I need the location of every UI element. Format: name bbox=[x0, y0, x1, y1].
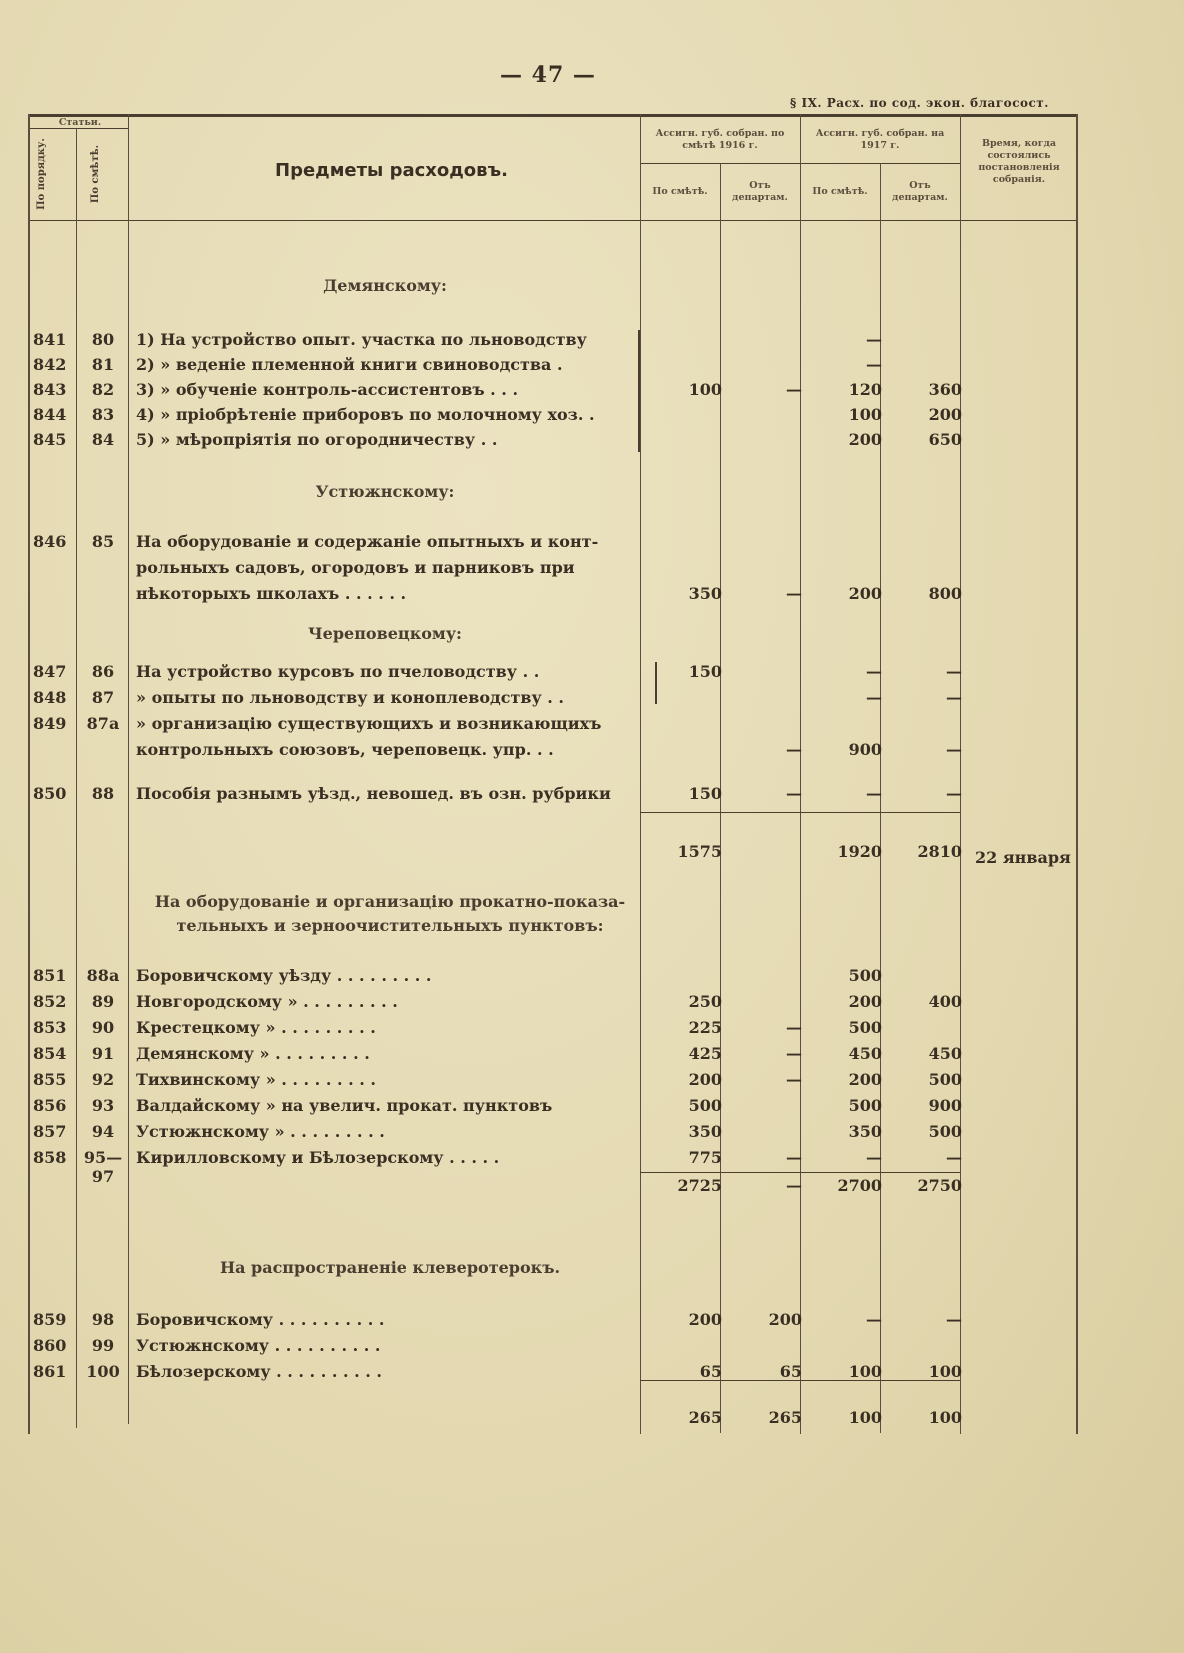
row-description: Новгородскому » . . . . . . . . . bbox=[136, 992, 398, 1011]
table-row bbox=[0, 1362, 1184, 1388]
table-row bbox=[0, 558, 1184, 584]
value-1917-estimate: 120 bbox=[848, 380, 882, 399]
table-row bbox=[0, 688, 1184, 714]
value-1917-department: — bbox=[946, 662, 962, 681]
value-1917-estimate: — bbox=[866, 662, 882, 681]
assign-1916-header: Ассигн. губ. собран. по смѣтѣ 1916 г. bbox=[655, 128, 785, 151]
row-description: Крестецкому » . . . . . . . . . bbox=[136, 1018, 376, 1037]
row-number: 851 bbox=[33, 966, 67, 985]
row-number: 846 bbox=[33, 532, 67, 551]
value-1916-estimate: 150 bbox=[688, 662, 722, 681]
value-1917-estimate: 200 bbox=[848, 430, 882, 449]
value-1916-estimate: 250 bbox=[688, 992, 722, 1011]
page-number: — 47 — bbox=[500, 62, 596, 88]
total-1-v1: 1575 bbox=[677, 842, 722, 861]
from-dept-1917-header: Отъ департам. bbox=[892, 180, 948, 203]
by-order-header: По порядку. bbox=[36, 138, 47, 210]
row-number: 859 bbox=[33, 1310, 67, 1329]
value-1916-department: — bbox=[786, 1044, 802, 1063]
article-number: 98 bbox=[91, 1310, 115, 1329]
table-row bbox=[0, 1096, 1184, 1122]
value-1916-estimate: 425 bbox=[688, 1044, 722, 1063]
resolution-date: 22 января bbox=[975, 848, 1071, 867]
value-1917-estimate: 200 bbox=[848, 1070, 882, 1089]
article-number: 100 bbox=[86, 1362, 120, 1381]
article-number: 90 bbox=[91, 1018, 115, 1037]
article-number: 80 bbox=[91, 330, 115, 349]
value-1917-estimate: 500 bbox=[848, 1018, 882, 1037]
table-row bbox=[0, 992, 1184, 1018]
row-number: 844 bbox=[33, 405, 67, 424]
value-1917-estimate: — bbox=[866, 355, 882, 374]
row-description: Кирилловскому и Бѣлозерскому . . . . . bbox=[136, 1148, 500, 1167]
row-number: 849 bbox=[33, 714, 67, 733]
table-row bbox=[0, 1310, 1184, 1336]
row-description: 5) » мѣропріятія по огородничеству . . bbox=[136, 430, 498, 449]
table-row bbox=[0, 1336, 1184, 1362]
article-number: 99 bbox=[91, 1336, 115, 1355]
value-1917-estimate: 200 bbox=[848, 992, 882, 1011]
section-heading-rental-line2: тельныхъ и зерноочистительныхъ пунктовъ: bbox=[176, 916, 604, 935]
value-1916-estimate: 225 bbox=[688, 1018, 722, 1037]
total-2-v4: 2750 bbox=[917, 1176, 962, 1195]
row-description: рольныхъ садовъ, огородовъ и парниковъ при bbox=[136, 558, 575, 577]
value-1917-estimate: 500 bbox=[848, 966, 882, 985]
row-number: 860 bbox=[33, 1336, 67, 1355]
left-border bbox=[28, 114, 30, 1434]
table-row bbox=[0, 1018, 1184, 1044]
value-1917-estimate: 450 bbox=[848, 1044, 882, 1063]
value-1916-estimate: 200 bbox=[688, 1070, 722, 1089]
article-number: 88а bbox=[86, 966, 120, 985]
value-1917-estimate: — bbox=[866, 330, 882, 349]
when-header: Время, когда состоялись постановленія собранія. bbox=[978, 138, 1060, 185]
table-row bbox=[0, 380, 1184, 406]
value-1917-department: — bbox=[946, 1310, 962, 1329]
row-description: Бѣлозерскому . . . . . . . . . . bbox=[136, 1362, 382, 1381]
article-number: 83 bbox=[91, 405, 115, 424]
value-1917-department: 500 bbox=[928, 1122, 962, 1141]
article-number: 88 bbox=[91, 784, 115, 803]
articles-header: Статьи. bbox=[58, 117, 102, 128]
right-border bbox=[1076, 114, 1078, 1434]
value-1917-department: 400 bbox=[928, 992, 962, 1011]
table-row bbox=[0, 1044, 1184, 1070]
value-1917-estimate: — bbox=[866, 1310, 882, 1329]
value-1916-department: — bbox=[786, 784, 802, 803]
from-dept-1916-header: Отъ департам. bbox=[732, 180, 788, 203]
value-1916-estimate: 150 bbox=[688, 784, 722, 803]
row-number: 842 bbox=[33, 355, 67, 374]
row-description: » опыты по льноводству и коноплеводству . . bbox=[136, 688, 564, 707]
value-1917-estimate: — bbox=[866, 784, 882, 803]
table-row bbox=[0, 1122, 1184, 1148]
by-estimate-1917-header: По смѣтѣ. bbox=[812, 186, 868, 197]
value-1917-department: — bbox=[946, 784, 962, 803]
row-description: » организацію существующихъ и возникающихъ bbox=[136, 714, 602, 733]
value-1916-department: — bbox=[786, 740, 802, 759]
value-1917-estimate: 200 bbox=[848, 584, 882, 603]
article-number: 94 bbox=[91, 1122, 115, 1141]
col-line-3 bbox=[640, 114, 641, 1434]
value-1916-department: — bbox=[786, 584, 802, 603]
table-row bbox=[0, 966, 1184, 992]
header-bottom-rule bbox=[28, 220, 1078, 221]
value-1917-department: 360 bbox=[928, 380, 962, 399]
row-description: контрольныхъ союзовъ, череповецк. упр. . . bbox=[136, 740, 554, 759]
total-2-v3: 2700 bbox=[837, 1176, 882, 1195]
value-1916-estimate: 350 bbox=[688, 1122, 722, 1141]
section-heading-cherepovets: Череповецкому: bbox=[308, 624, 462, 643]
section-heading-demyansk: Демянскому: bbox=[323, 276, 447, 295]
table-row bbox=[0, 784, 1184, 810]
col-line-2 bbox=[128, 114, 129, 1424]
value-1916-department: 200 bbox=[768, 1310, 802, 1329]
value-1917-estimate: 900 bbox=[848, 740, 882, 759]
row-number: 855 bbox=[33, 1070, 67, 1089]
row-description: Устюжнскому » . . . . . . . . . bbox=[136, 1122, 385, 1141]
row-description: На устройство курсовъ по пчеловодству . . bbox=[136, 662, 540, 681]
value-1917-estimate: — bbox=[866, 1148, 882, 1167]
total-3-v2: 265 bbox=[768, 1408, 802, 1427]
total-2-v1: 2725 bbox=[677, 1176, 722, 1195]
col-line-1 bbox=[76, 128, 77, 1428]
row-description: Устюжнскому . . . . . . . . . . bbox=[136, 1336, 381, 1355]
row-number: 848 bbox=[33, 688, 67, 707]
value-1916-department: 65 bbox=[779, 1362, 802, 1381]
value-1917-estimate: 500 bbox=[848, 1096, 882, 1115]
value-1916-department: — bbox=[786, 1018, 802, 1037]
value-1916-estimate: 775 bbox=[688, 1148, 722, 1167]
row-description: Боровичскому уѣзду . . . . . . . . . bbox=[136, 966, 432, 985]
total-3-v1: 265 bbox=[688, 1408, 722, 1427]
value-1917-estimate: 350 bbox=[848, 1122, 882, 1141]
row-number: 843 bbox=[33, 380, 67, 399]
article-number: 91 bbox=[91, 1044, 115, 1063]
value-1917-department: — bbox=[946, 688, 962, 707]
row-description: Валдайскому » на увелич. прокат. пунктовъ bbox=[136, 1096, 553, 1115]
value-1917-estimate: 100 bbox=[848, 405, 882, 424]
value-1917-estimate: 100 bbox=[848, 1362, 882, 1381]
table-top-rule bbox=[28, 114, 1078, 117]
article-number: 95—97 bbox=[83, 1148, 123, 1186]
table-row bbox=[0, 405, 1184, 431]
value-1917-department: — bbox=[946, 1148, 962, 1167]
article-number: 92 bbox=[91, 1070, 115, 1089]
total-1-v4: 2810 bbox=[917, 842, 962, 861]
row-description: 1) На устройство опыт. участка по льноводству bbox=[136, 330, 587, 349]
by-estimate-1916-header: По смѣтѣ. bbox=[652, 186, 708, 197]
table-row bbox=[0, 330, 1184, 356]
value-1917-department: 500 bbox=[928, 1070, 962, 1089]
table-row bbox=[0, 532, 1184, 558]
row-description: Боровичскому . . . . . . . . . . bbox=[136, 1310, 385, 1329]
article-number: 87а bbox=[86, 714, 120, 733]
row-number: 853 bbox=[33, 1018, 67, 1037]
by-estimate-header: По смѣтѣ. bbox=[90, 144, 101, 204]
col-line-7 bbox=[960, 114, 961, 1434]
row-number: 856 bbox=[33, 1096, 67, 1115]
article-number: 93 bbox=[91, 1096, 115, 1115]
value-1917-department: 100 bbox=[928, 1362, 962, 1381]
row-description: 2) » веденіе племенной книги свиноводства . bbox=[136, 355, 563, 374]
table-row bbox=[0, 714, 1184, 740]
article-number: 81 bbox=[91, 355, 115, 374]
total-3-v4: 100 bbox=[928, 1408, 962, 1427]
value-1916-estimate: 65 bbox=[699, 1362, 722, 1381]
row-description: нѣкоторыхъ школахъ . . . . . . bbox=[136, 584, 407, 603]
row-description: 3) » обученіе контроль-ассистентовъ . . . bbox=[136, 380, 519, 399]
section-heading-rental-line1: На оборудованіе и организацію прокатно-показа- bbox=[154, 892, 626, 911]
row-number: 861 bbox=[33, 1362, 67, 1381]
value-1917-department: 200 bbox=[928, 405, 962, 424]
table-row bbox=[0, 740, 1184, 766]
article-number: 87 bbox=[91, 688, 115, 707]
value-1917-department: 900 bbox=[928, 1096, 962, 1115]
row-number: 854 bbox=[33, 1044, 67, 1063]
table-row bbox=[0, 662, 1184, 688]
row-number: 850 bbox=[33, 784, 67, 803]
value-1916-estimate: 100 bbox=[688, 380, 722, 399]
row-number: 847 bbox=[33, 662, 67, 681]
value-1916-department: — bbox=[786, 1070, 802, 1089]
value-1916-estimate: 350 bbox=[688, 584, 722, 603]
row-description: 4) » пріобрѣтеніе приборовъ по молочному хоз. . bbox=[136, 405, 595, 424]
row-number: 841 bbox=[33, 330, 67, 349]
value-1917-department: — bbox=[946, 740, 962, 759]
row-description: Тихвинскому » . . . . . . . . . bbox=[136, 1070, 376, 1089]
value-1916-department: — bbox=[786, 1148, 802, 1167]
total-rule-1 bbox=[640, 812, 960, 813]
value-1917-department: 650 bbox=[928, 430, 962, 449]
section-heading-clover: На распространеніе клеверотерокъ. bbox=[219, 1258, 561, 1277]
row-number: 852 bbox=[33, 992, 67, 1011]
total-2-v2: — bbox=[786, 1176, 802, 1195]
article-number: 82 bbox=[91, 380, 115, 399]
table-row bbox=[0, 355, 1184, 381]
value-1917-department: 800 bbox=[928, 584, 962, 603]
row-description: Демянскому » . . . . . . . . . bbox=[136, 1044, 370, 1063]
assign-1917-header: Ассигн. губ. собран. на 1917 г. bbox=[815, 128, 945, 151]
col-line-5 bbox=[800, 114, 801, 1434]
value-1917-department: 450 bbox=[928, 1044, 962, 1063]
subject-header: Предметы расходовъ. bbox=[275, 160, 508, 181]
row-number: 857 bbox=[33, 1122, 67, 1141]
row-description: На оборудованіе и содержаніе опытныхъ и конт- bbox=[136, 532, 599, 551]
section-header: § IX. Расх. по сод. экон. благосост. bbox=[790, 96, 1049, 110]
row-number: 858 bbox=[33, 1148, 67, 1167]
article-number: 85 bbox=[91, 532, 115, 551]
section-heading-ustyuzhna: Устюжнскому: bbox=[315, 482, 455, 501]
total-1-v3: 1920 bbox=[837, 842, 882, 861]
value-1916-estimate: 500 bbox=[688, 1096, 722, 1115]
row-number: 845 bbox=[33, 430, 67, 449]
table-row bbox=[0, 1070, 1184, 1096]
article-number: 84 bbox=[91, 430, 115, 449]
value-1917-estimate: — bbox=[866, 688, 882, 707]
article-number: 89 bbox=[91, 992, 115, 1011]
value-1916-estimate: 200 bbox=[688, 1310, 722, 1329]
table-row bbox=[0, 584, 1184, 610]
article-number: 86 bbox=[91, 662, 115, 681]
value-1916-department: — bbox=[786, 380, 802, 399]
table-row bbox=[0, 430, 1184, 456]
row-description: Пособія разнымъ уѣзд., невошед. въ озн. рубрики bbox=[136, 784, 611, 803]
total-3-v3: 100 bbox=[848, 1408, 882, 1427]
